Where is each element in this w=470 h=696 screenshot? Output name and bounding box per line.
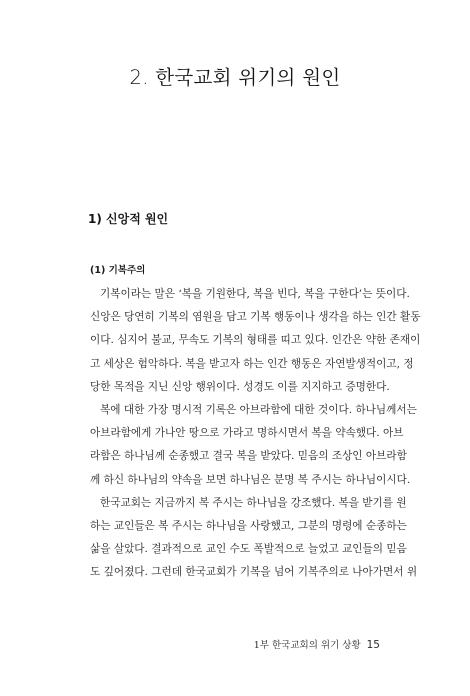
body-line: 당한 목적을 지닌 신앙 행위이다. 성경도 이를 지지하고 증명한다. xyxy=(90,380,390,393)
body-line: 이다. 심지어 불교, 무속도 기복의 형태를 띠고 있다. 인간은 약한 존재이 xyxy=(90,334,421,347)
body-line: 라함은 하나님께 순종했고 결국 복을 받았다. 믿음의 조상인 아브라함 xyxy=(90,450,407,463)
body-line: 복에 대한 가장 명시적 기록은 아브라함에 대한 것이다. 하나님께서는 xyxy=(100,403,417,416)
running-title: 1부 한국교회의 위기 상황 xyxy=(253,640,361,651)
page-number: 15 xyxy=(366,639,380,651)
body-line: 도 깊어졌다. 그런데 한국교회가 기복을 넘어 기복주의로 나아가면서 위 xyxy=(90,566,418,579)
body-line: 아브라함에게 가나안 땅으로 가라고 명하시면서 복을 약속했다. 아브 xyxy=(90,427,404,440)
body-line: 한국교회는 지금까지 복 주시는 하나님을 강조했다. 복을 받기를 원 xyxy=(100,496,407,509)
body-text xyxy=(90,283,421,584)
chapter-title: 2. 한국교회 위기의 원인 xyxy=(129,66,341,89)
body-line: 고 세상은 험악하다. 복을 받고자 하는 인간 행동은 자연발생적이고, 정 xyxy=(90,357,414,370)
body-line: 삶을 살았다. 결과적으로 교인 수도 폭발적으로 늘었고 교인들의 믿음 xyxy=(90,543,407,556)
subsection-heading: (1) 기복주의 xyxy=(90,265,146,276)
section-heading: 1) 신앙적 원인 xyxy=(88,212,169,226)
body-line: 하는 교인들은 복 주시는 하나님을 사랑했고, 그분의 명령에 순종하는 xyxy=(90,519,407,532)
page-footer xyxy=(254,637,380,651)
body-line: 기복이라는 말은 ‘복을 기원한다, 복을 빈다, 복을 구한다’는 뜻이다. xyxy=(100,288,410,300)
body-line: 신앙은 당연히 기복의 염원을 담고 기복 행동이나 생각을 하는 인간 활동 xyxy=(90,311,421,324)
body-line: 께 하신 하나님의 약속을 보면 하나님은 분명 복 주시는 하나님이시다. xyxy=(90,473,411,486)
